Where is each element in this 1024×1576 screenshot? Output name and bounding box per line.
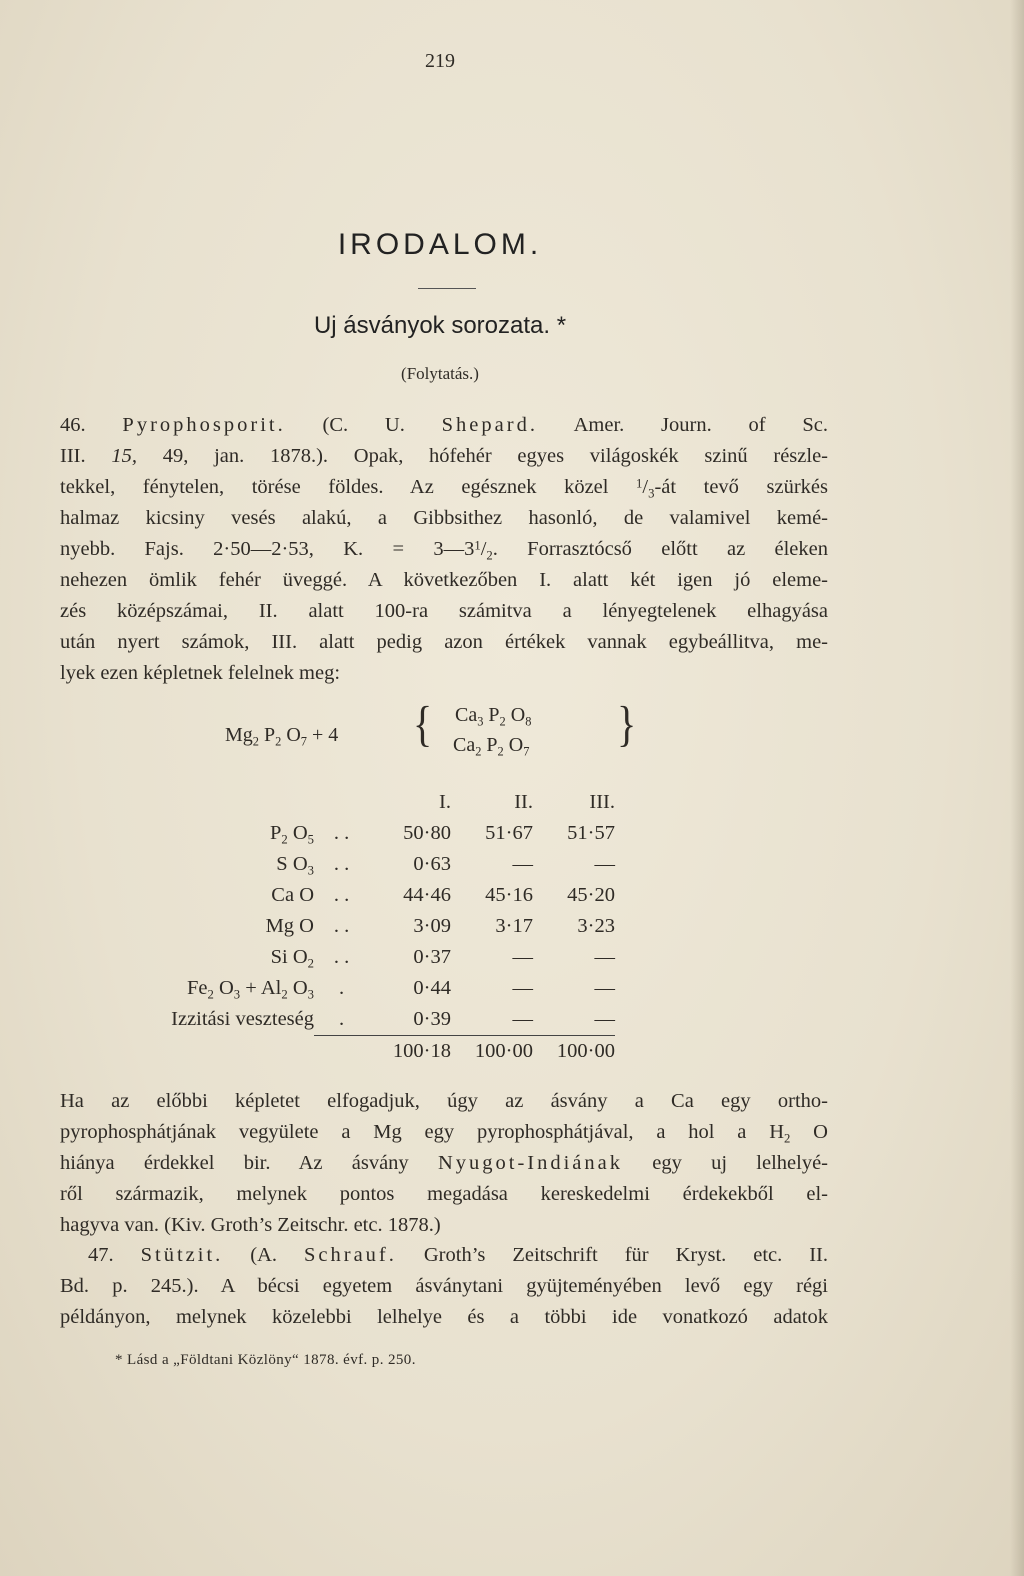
author-name: Shepard. xyxy=(441,414,538,436)
text-line: zés középszámai, II. alatt 100-ra számitva a lényegtelenek elhagyása xyxy=(60,600,828,622)
formula-top: $Ca_3$ $P_2$ $O_8$ xyxy=(455,704,532,729)
paragraph-conclusion xyxy=(60,1086,828,1241)
text-line: Ha az előbbi képletet elfogadjuk, úgy az ásvány a Ca egy ortho- xyxy=(60,1090,828,1112)
sum-cell: 100·00 xyxy=(533,1036,615,1068)
chemical-formula xyxy=(225,695,645,770)
table-row: S $O_3$ . . 0·63 — — xyxy=(128,849,615,880)
section-title: IRODALOM. xyxy=(337,228,543,261)
value-cell: — xyxy=(594,1008,615,1030)
text-line: halmaz kicsiny vesés alakú, a Gibbsithez hasonló, de valamivel kemé- xyxy=(60,507,828,529)
table-row: Ca O . . 44·46 45·16 45·20 xyxy=(128,880,615,911)
value-cell: 0·37 xyxy=(413,946,451,968)
value-cell: — xyxy=(512,1008,533,1030)
value-cell: — xyxy=(594,853,615,875)
text-line: hiánya érdekkel bir. Az ásvány Nyugot-Indiának egy uj lelhelyé- xyxy=(60,1152,828,1174)
text-line: után nyert számok, III. alatt pedig azon értékek vannak egybeállitva, me- xyxy=(60,631,828,653)
value-cell: 0·63 xyxy=(413,853,451,875)
formula-bottom: $Ca_2$ $P_2$ $O_7$ xyxy=(453,734,530,759)
continuation-note: (Folytatás.) xyxy=(401,364,479,383)
component-label: Si $O_2$ xyxy=(270,946,314,971)
text-line: pyrophosphátjának vegyülete a Mg egy pyrophosphátjával, a hol a $H_2$ O xyxy=(60,1121,828,1146)
text-line: 46. Pyrophosporit. (C. U. Shepard. Amer. Journ. of Sc. xyxy=(60,414,829,436)
place-name: Nyugot-Indiának xyxy=(437,1152,623,1174)
table-row: Si $O_2$ . . 0·37 — — xyxy=(128,942,615,973)
text-line: 47. Stützit. (A. Schrauf. Groth’s Zeitschrift für Kryst. etc. II. xyxy=(88,1244,829,1266)
title-divider xyxy=(418,288,476,289)
table-header-row xyxy=(128,787,615,818)
column-header: II. xyxy=(514,791,533,813)
value-cell: 3·17 xyxy=(495,915,533,937)
author-name: Schrauf. xyxy=(304,1244,397,1266)
page-edge-shadow xyxy=(1010,0,1024,1576)
column-header: I. xyxy=(439,791,451,813)
table-row: Izzitási veszteség . 0·39 — — xyxy=(128,1004,615,1036)
text-line: ről származik, melynek pontos megadása kereskedelmi érdekekből el- xyxy=(60,1183,828,1205)
value-cell: 51·57 xyxy=(567,822,615,844)
value-cell: 45·16 xyxy=(485,884,533,906)
component-label: Izzitási veszteség xyxy=(171,1008,314,1031)
value-cell: 0·44 xyxy=(413,977,451,999)
value-cell: 44·46 xyxy=(403,884,451,906)
text-line: nyebb. Fajs. 2·50—2·53, K. = $3—3^1/_2$. Forrasztócső előtt az éleken xyxy=(60,538,828,563)
right-brace: } xyxy=(617,695,637,752)
mineral-name: Stützit. xyxy=(140,1244,224,1266)
value-cell: 3·09 xyxy=(413,915,451,937)
value-cell: — xyxy=(512,977,533,999)
sum-cell: 100·00 xyxy=(451,1036,533,1068)
page-number: 219 xyxy=(425,50,455,72)
footnote: * Lásd a „Földtani Közlöny“ 1878. évf. p. 250. xyxy=(115,1352,416,1368)
text-line: hagyva van. (Kiv. Groth’s Zeitschr. etc. 1878.) xyxy=(60,1214,441,1236)
component-label: Ca O xyxy=(271,884,314,906)
table-row: $Fe_2$ $O_3 + Al_2$ $O_3$ . 0·44 — — xyxy=(128,973,615,1004)
text-line: nehezen ömlik fehér üveggé. A következőben I. alatt két igen jó eleme- xyxy=(60,569,828,591)
value-cell: 50·80 xyxy=(403,822,451,844)
text-line: tekkel, fénytelen, törése földes. Az egésznek közel $^1/_3-át$ tevő szürkés xyxy=(60,476,828,501)
paragraph-pyrophosporit xyxy=(60,410,828,689)
component-label: S $O_3$ xyxy=(276,853,314,878)
text-line: példányon, melynek közelebbi lelhelye és a többi ide vonatkozó adatok xyxy=(60,1306,828,1328)
formula-left: $Mg_2$ $P_2$ $O_7 + 4$ xyxy=(225,724,339,749)
component-label: $Fe_2$ $O_3 + Al_2$ $O_3$ xyxy=(187,977,314,1002)
value-cell: 51·67 xyxy=(485,822,533,844)
value-cell: — xyxy=(512,853,533,875)
text-line: Bd. p. 245.). A bécsi egyetem ásványtani gyüjteményében levő egy régi xyxy=(60,1275,828,1297)
sum-cell: 100·18 xyxy=(369,1036,451,1068)
left-brace: { xyxy=(413,695,433,752)
value-cell: — xyxy=(512,946,533,968)
mineral-name: Pyrophosporit. xyxy=(122,414,286,436)
table-row: Mg O . . 3·09 3·17 3·23 xyxy=(128,911,615,942)
table-row: $P_2$ $O_5$ . . 50·80 51·67 51·57 xyxy=(128,818,615,849)
text-line: III. 15, 49, jan. 1878.). Opak, hófehér egyes világoskék szinű részle- xyxy=(60,445,828,467)
component-label: Mg O xyxy=(265,915,314,937)
value-cell: 45·20 xyxy=(567,884,615,906)
article-title: Uj ásványok sorozata. * xyxy=(313,312,567,339)
table-sum-row xyxy=(128,1036,615,1068)
value-cell: — xyxy=(594,946,615,968)
value-cell: — xyxy=(594,977,615,999)
paragraph-stutzit xyxy=(60,1240,828,1333)
analysis-table xyxy=(128,787,615,1067)
component-label: $P_2$ $O_5$ xyxy=(269,822,314,847)
text-line: lyek ezen képletnek felelnek meg: xyxy=(60,662,341,684)
value-cell: 3·23 xyxy=(577,915,615,937)
value-cell: 0·39 xyxy=(413,1008,451,1030)
column-header: III. xyxy=(589,791,615,813)
